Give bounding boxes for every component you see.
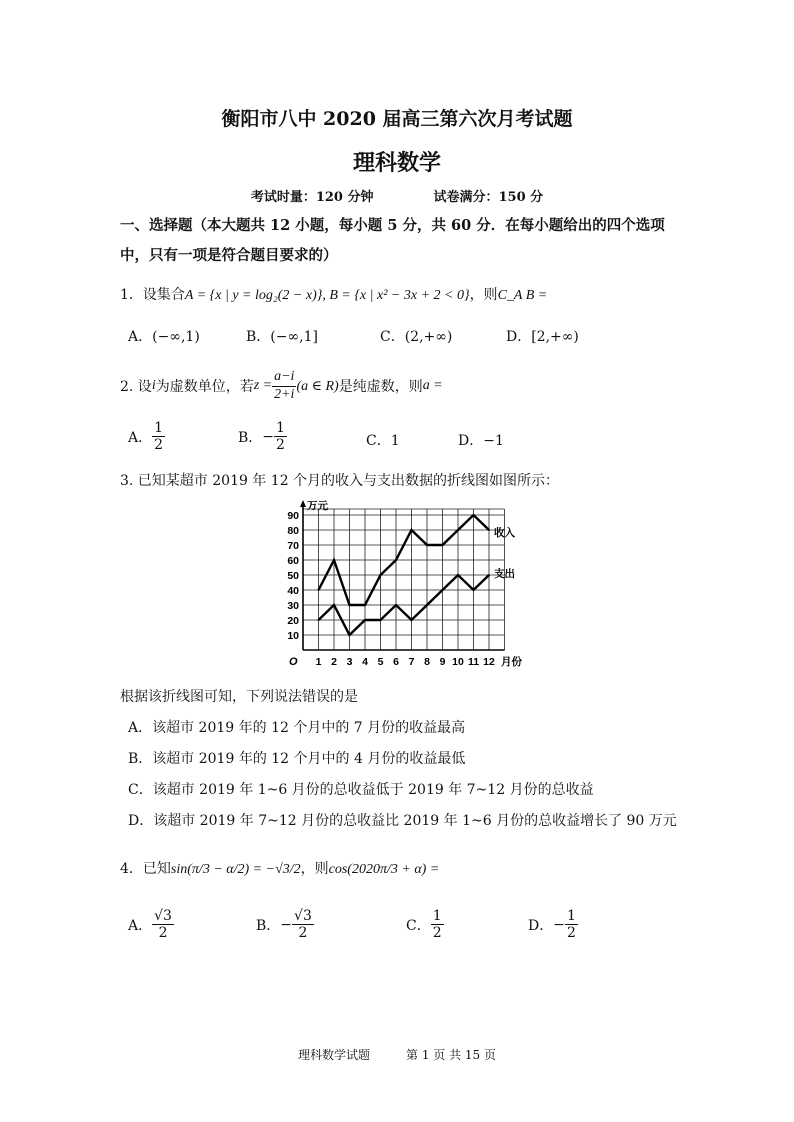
data-point — [349, 604, 351, 606]
data-point — [426, 604, 428, 606]
question-2 — [120, 366, 443, 406]
x-tick-label: 12 — [483, 656, 495, 668]
section-heading: 一、选择题（本大题共 12 小题，每小题 5 分，共 60 分．在每小题给出的四个选项中，只有一项是符合题目要求的） — [120, 217, 665, 264]
q4-a-frac — [152, 908, 174, 941]
x-tick-label: 8 — [424, 656, 430, 668]
x-tick-label: 6 — [393, 656, 399, 668]
q2-ask: a = — [422, 378, 443, 393]
y-tick-label: 50 — [287, 570, 299, 582]
q2-numerator: a−i — [272, 369, 296, 386]
q4-c-letter: C． — [406, 917, 431, 934]
q4-b-letter: B． — [256, 917, 281, 934]
q2-option-a — [128, 420, 165, 453]
data-point — [488, 574, 490, 576]
q4-b-frac — [292, 908, 314, 941]
q2-prefix: 2. 设 — [120, 379, 152, 395]
q2-fraction — [272, 369, 296, 402]
x-tick-label: 4 — [362, 656, 368, 668]
data-point — [411, 619, 413, 621]
y-tick-label: 80 — [287, 525, 299, 537]
q1-option-a: A．(−∞,1) — [128, 329, 200, 345]
question-3-followup: 根据该折线图可知，下列说法错误的是 — [120, 689, 358, 705]
x-tick-label: 9 — [439, 656, 446, 668]
q2-c-text: 1 — [390, 433, 400, 449]
q4-c-den: 2 — [432, 925, 442, 942]
x-tick-label: 5 — [377, 656, 384, 668]
q2-c-letter: C． — [366, 433, 391, 449]
data-point — [380, 619, 382, 621]
data-point — [411, 529, 413, 531]
series-label: 收入 — [494, 527, 515, 539]
y-tick-label: 60 — [287, 555, 299, 567]
question-1 — [120, 284, 547, 304]
q2-option-c — [366, 430, 400, 450]
q2-b-sign: − — [262, 428, 275, 445]
q1-formula: A = {x | y = log₂(2 − x)}, B = {x | x² − 3x + 2 < 0} — [184, 288, 470, 303]
q2-a-letter: A． — [128, 429, 153, 446]
y-tick-label: 10 — [287, 630, 299, 642]
q1-option-d: D．[2,+∞) — [506, 329, 579, 345]
x-axis-label: 月份 — [501, 656, 522, 668]
line-chart — [270, 500, 540, 675]
data-point — [318, 619, 320, 621]
q4-ask: cos(2020π/3 + α) = — [328, 862, 440, 877]
data-point — [333, 559, 335, 561]
data-point — [457, 529, 459, 531]
q2-var-i: i — [151, 378, 156, 393]
y-axis-arrow — [300, 500, 306, 507]
x-tick-label: 11 — [467, 656, 480, 668]
y-axis-label: 万元 — [307, 500, 328, 512]
q4-d-den: 2 — [566, 925, 576, 942]
data-point — [380, 574, 382, 576]
q1-ask: C_A B = — [497, 288, 548, 303]
q4-option-a — [128, 908, 174, 941]
q4-sin: sin(π/3 − α/2) = −√3/2 — [170, 862, 301, 877]
y-tick-label: 40 — [287, 585, 299, 597]
data-point — [395, 604, 397, 606]
y-tick-label: 30 — [287, 600, 299, 612]
exam-subject: 理科数学 — [352, 150, 441, 176]
q4-d-frac — [565, 908, 578, 941]
y-tick-label: 70 — [287, 540, 299, 552]
q2-b-letter: B． — [238, 429, 263, 446]
q4-b-sign: − — [280, 916, 293, 933]
x-tick-label: 1 — [315, 656, 322, 668]
exam-info — [0, 186, 794, 205]
q2-condition: (a ∈ R) — [296, 378, 339, 394]
q2-option-d — [458, 430, 504, 450]
page-footer — [0, 1046, 794, 1063]
data-point — [349, 634, 351, 636]
data-point — [318, 589, 320, 591]
q2-after: 是纯虚数，则 — [338, 379, 423, 395]
data-point — [395, 559, 397, 561]
series-label: 支出 — [494, 568, 515, 580]
q4-option-b — [256, 908, 314, 941]
data-point — [333, 604, 335, 606]
q4-option-c — [406, 908, 444, 941]
data-point — [364, 604, 366, 606]
q1-option-b: B．(−∞,1] — [246, 329, 318, 345]
q2-denominator: 2+i — [274, 386, 295, 402]
data-point — [364, 619, 366, 621]
question-3-stem: 3. 已知某超市 2019 年 12 个月的收入与支出数据的折线图如图所示： — [120, 473, 560, 489]
data-point — [488, 529, 490, 531]
data-point — [426, 544, 428, 546]
y-tick-label: 20 — [287, 615, 299, 627]
q4-c-frac — [431, 908, 444, 941]
data-point — [457, 574, 459, 576]
q1-suffix: ，则 — [469, 287, 498, 303]
q4-d-sign: − — [553, 916, 565, 933]
x-tick-label: 2 — [331, 656, 337, 668]
q2-a-frac — [152, 420, 165, 453]
y-tick-label: 90 — [287, 510, 299, 522]
q2-z: z = — [253, 378, 273, 393]
chart-svg — [270, 500, 540, 675]
q2-b-den: 2 — [276, 437, 285, 454]
q3-option-c: C．该超市 2019 年 1~6 月份的总收益低于 2019 年 7~12 月份的总收益 — [128, 782, 594, 798]
q2-b-frac — [274, 420, 287, 453]
q4-mid: ，则 — [300, 861, 329, 877]
exam-time: 考试时量：120 分钟 — [250, 190, 374, 205]
x-tick-label: 10 — [452, 656, 464, 668]
question-4 — [120, 858, 439, 878]
q4-b-den: 2 — [298, 925, 308, 942]
data-point — [473, 514, 475, 516]
q4-a-num: √3 — [154, 908, 172, 924]
q2-d-letter: D． — [458, 433, 484, 449]
q4-prefix: 4．已知 — [120, 861, 171, 877]
exam-title: 衡阳市八中 2020 届高三第六次月考试题 — [221, 108, 573, 130]
exam-score: 试卷满分：150 分 — [433, 190, 544, 205]
q3-option-b: B．该超市 2019 年的 12 个月中的 4 月份的收益最低 — [128, 751, 466, 767]
q4-a-letter: A． — [128, 917, 153, 934]
data-point — [442, 544, 444, 546]
footer-page: 第 1 页 共 15 页 — [406, 1048, 496, 1062]
q2-d-text: −1 — [483, 433, 504, 449]
q3-option-a: A．该超市 2019 年的 12 个月中的 7 月份的收益最高 — [128, 720, 466, 736]
data-point — [473, 589, 475, 591]
q2-a-num: 1 — [154, 420, 164, 436]
q2-option-b — [238, 420, 287, 453]
q4-d-num: 1 — [566, 908, 576, 924]
q4-d-letter: D． — [528, 917, 554, 934]
q4-b-num: √3 — [294, 908, 312, 924]
q2-mid: 为虚数单位，若 — [155, 379, 254, 395]
q1-option-c: C．(2,+∞) — [380, 329, 453, 345]
x-tick-label: 3 — [346, 656, 353, 668]
data-point — [442, 589, 444, 591]
footer-subject: 理科数学试题 — [298, 1048, 371, 1062]
q2-a-den: 2 — [154, 437, 164, 454]
x-tick-label: 7 — [408, 656, 415, 668]
origin-label: O — [289, 656, 298, 668]
q4-c-num: 1 — [432, 908, 442, 924]
q2-b-num: 1 — [276, 420, 285, 436]
q4-a-den: 2 — [158, 925, 168, 942]
q3-option-d: D．该超市 2019 年 7~12 月份的总收益比 2019 年 1~6 月份的总收益增长了 90 万元 — [128, 813, 677, 829]
q1-prefix: 1．设集合 — [120, 287, 185, 303]
q4-option-d — [528, 908, 578, 941]
